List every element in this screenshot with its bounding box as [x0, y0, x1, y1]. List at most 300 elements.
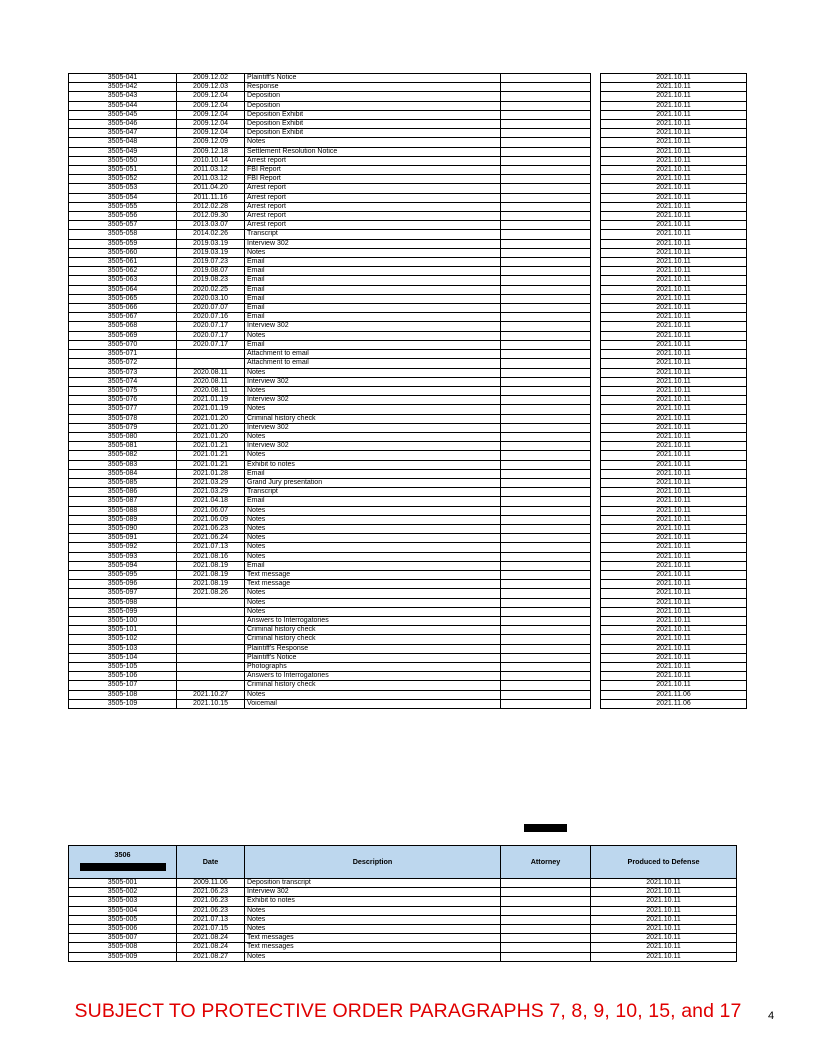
item-attorney: [501, 543, 591, 552]
item-produced: 2021.10.11: [601, 184, 747, 193]
item-description: Criminal history check: [245, 414, 501, 423]
column-gap: [591, 552, 601, 561]
table-row: [69, 350, 747, 359]
column-gap: [591, 92, 601, 101]
item-number: 3505-089: [69, 515, 177, 524]
item-produced: 2021.10.11: [601, 175, 747, 184]
item-description: Deposition transcript: [245, 879, 501, 888]
table-row: [69, 129, 747, 138]
item-produced: 2021.10.11: [591, 952, 737, 961]
table-row: [69, 699, 747, 708]
item-produced: 2021.10.11: [601, 469, 747, 478]
item-date: [177, 598, 245, 607]
item-date: 2021.06.23: [177, 906, 245, 915]
item-description: Interview 302: [245, 322, 501, 331]
table-row: [69, 506, 747, 515]
item-description: Deposition Exhibit: [245, 120, 501, 129]
item-number: 3505-096: [69, 580, 177, 589]
item-description: Arrest report: [245, 212, 501, 221]
item-attorney: [501, 497, 591, 506]
column-gap: [591, 304, 601, 313]
item-produced: 2021.10.11: [601, 552, 747, 561]
item-produced: 2021.10.11: [601, 524, 747, 533]
item-produced: 2021.10.11: [601, 248, 747, 257]
item-number: 3505-086: [69, 488, 177, 497]
item-date: 2011.04.20: [177, 184, 245, 193]
item-number: 3505-043: [69, 92, 177, 101]
item-description: Notes: [245, 405, 501, 414]
item-description: Interview 302: [245, 442, 501, 451]
item-number: 3505-064: [69, 285, 177, 294]
column-gap: [591, 570, 601, 579]
item-number: 3505-076: [69, 396, 177, 405]
table-row: [69, 524, 747, 533]
item-date: 2021.10.27: [177, 690, 245, 699]
item-attorney: [501, 258, 591, 267]
item-produced: 2021.10.11: [601, 92, 747, 101]
item-number: 3505-061: [69, 258, 177, 267]
column-gap: [591, 469, 601, 478]
item-produced: 2021.10.11: [601, 561, 747, 570]
table-row: [69, 304, 747, 313]
item-description: Criminal history check: [245, 635, 501, 644]
table-row: [69, 175, 747, 184]
column-gap: [591, 460, 601, 469]
column-header-attorney: Attorney: [501, 846, 591, 879]
item-date: 2020.07.17: [177, 331, 245, 340]
item-description: Email: [245, 469, 501, 478]
column-gap: [591, 313, 601, 322]
item-attorney: [501, 952, 591, 961]
item-number: 3505-055: [69, 202, 177, 211]
item-number: 3505-002: [69, 888, 177, 897]
item-number: 3505-081: [69, 442, 177, 451]
item-produced: 2021.10.11: [591, 943, 737, 952]
table-row: [69, 294, 747, 303]
item-date: 2021.01.19: [177, 396, 245, 405]
item-attorney: [501, 934, 591, 943]
column-gap: [591, 616, 601, 625]
table-row: [69, 943, 737, 952]
item-number: 3505-085: [69, 478, 177, 487]
item-date: 2021.07.13: [177, 915, 245, 924]
item-number: 3505-008: [69, 943, 177, 952]
item-number: 3505-072: [69, 359, 177, 368]
item-description: Notes: [245, 598, 501, 607]
column-gap: [591, 350, 601, 359]
item-number: 3505-108: [69, 690, 177, 699]
item-attorney: [501, 193, 591, 202]
item-number: 3505-005: [69, 915, 177, 924]
item-date: 2021.01.19: [177, 405, 245, 414]
item-produced: 2021.10.11: [601, 405, 747, 414]
item-date: 2009.12.04: [177, 110, 245, 119]
item-produced: 2021.10.11: [601, 166, 747, 175]
column-gap: [591, 644, 601, 653]
item-number: 3505-058: [69, 230, 177, 239]
item-attorney: [501, 690, 591, 699]
item-description: Interview 302: [245, 239, 501, 248]
item-date: 2011.11.16: [177, 193, 245, 202]
item-number: 3505-003: [69, 897, 177, 906]
item-number: 3505-046: [69, 120, 177, 129]
item-date: [177, 663, 245, 672]
item-produced: 2021.10.11: [601, 396, 747, 405]
item-number: 3505-090: [69, 524, 177, 533]
item-date: 2012.09.30: [177, 212, 245, 221]
item-attorney: [501, 267, 591, 276]
item-description: Notes: [245, 451, 501, 460]
item-date: 2020.07.07: [177, 304, 245, 313]
item-description: Email: [245, 497, 501, 506]
table-row: [69, 377, 747, 386]
item-attorney: [501, 74, 591, 83]
item-produced: 2021.10.11: [601, 635, 747, 644]
column-gap: [591, 129, 601, 138]
item-attorney: [501, 570, 591, 579]
item-number: 3505-004: [69, 906, 177, 915]
item-number: 3505-069: [69, 331, 177, 340]
item-description: Plaintiff's Notice: [245, 653, 501, 662]
item-attorney: [501, 906, 591, 915]
item-produced: 2021.10.11: [601, 432, 747, 441]
item-date: [177, 681, 245, 690]
item-description: Notes: [245, 534, 501, 543]
column-gap: [591, 442, 601, 451]
item-description: Email: [245, 267, 501, 276]
table-row: [69, 460, 747, 469]
item-description: Notes: [245, 506, 501, 515]
item-produced: 2021.10.11: [601, 497, 747, 506]
item-date: 2021.01.20: [177, 414, 245, 423]
item-description: Grand Jury presentation: [245, 478, 501, 487]
item-produced: 2021.10.11: [601, 156, 747, 165]
column-gap: [591, 506, 601, 515]
column-gap: [591, 589, 601, 598]
item-produced: 2021.10.11: [601, 460, 747, 469]
item-number: 3505-105: [69, 663, 177, 672]
item-number: 3505-054: [69, 193, 177, 202]
table-row: [69, 644, 747, 653]
table-row: [69, 616, 747, 625]
item-produced: 2021.10.11: [601, 515, 747, 524]
item-number: 3505-066: [69, 304, 177, 313]
item-number: 3505-092: [69, 543, 177, 552]
item-description: Deposition: [245, 92, 501, 101]
table-row: [69, 561, 747, 570]
item-description: Email: [245, 294, 501, 303]
item-number: 3505-042: [69, 83, 177, 92]
item-date: 2021.07.15: [177, 925, 245, 934]
item-date: 2009.12.04: [177, 101, 245, 110]
column-gap: [591, 598, 601, 607]
item-number: 3505-084: [69, 469, 177, 478]
table-row: [69, 952, 737, 961]
item-number: 3505-073: [69, 368, 177, 377]
column-gap: [591, 322, 601, 331]
item-produced: 2021.10.11: [601, 276, 747, 285]
table-row: [69, 897, 737, 906]
item-number: 3505-057: [69, 221, 177, 230]
item-produced: 2021.10.11: [601, 570, 747, 579]
item-date: 2021.07.13: [177, 543, 245, 552]
item-date: 2009.12.04: [177, 92, 245, 101]
item-attorney: [501, 313, 591, 322]
item-description: Arrest report: [245, 202, 501, 211]
item-date: [177, 635, 245, 644]
item-number: 3505-082: [69, 451, 177, 460]
item-number: 3505-102: [69, 635, 177, 644]
table-row: [69, 879, 737, 888]
table-row: [69, 156, 747, 165]
table-row: [69, 888, 737, 897]
item-number: 3505-056: [69, 212, 177, 221]
item-description: Plaintiff's Notice: [245, 74, 501, 83]
item-date: 2020.08.11: [177, 377, 245, 386]
item-description: Notes: [245, 543, 501, 552]
table-row: [69, 166, 747, 175]
item-description: Notes: [245, 952, 501, 961]
item-description: Notes: [245, 524, 501, 533]
item-produced: 2021.11.06: [601, 699, 747, 708]
column-header-produced: Produced to Defense: [591, 846, 737, 879]
item-produced: 2021.10.11: [601, 83, 747, 92]
table-row: [69, 405, 747, 414]
item-date: [177, 653, 245, 662]
item-date: 2019.08.23: [177, 276, 245, 285]
column-gap: [591, 681, 601, 690]
item-description: Notes: [245, 906, 501, 915]
table-row: [69, 488, 747, 497]
table-row: [69, 396, 747, 405]
item-produced: 2021.10.11: [601, 120, 747, 129]
item-date: 2021.08.24: [177, 943, 245, 952]
item-attorney: [501, 888, 591, 897]
item-date: [177, 359, 245, 368]
page-number: 4: [768, 1010, 775, 1022]
item-produced: 2021.11.06: [601, 690, 747, 699]
item-attorney: [501, 635, 591, 644]
column-gap: [591, 166, 601, 175]
item-attorney: [501, 405, 591, 414]
item-description: Notes: [245, 138, 501, 147]
column-gap: [591, 386, 601, 395]
item-description: Email: [245, 340, 501, 349]
item-number: 3505-007: [69, 934, 177, 943]
item-attorney: [501, 644, 591, 653]
item-description: Notes: [245, 386, 501, 395]
item-number: 3505-044: [69, 101, 177, 110]
item-number: 3505-074: [69, 377, 177, 386]
item-description: Email: [245, 258, 501, 267]
table-row: [69, 83, 747, 92]
item-description: FBI Report: [245, 166, 501, 175]
item-attorney: [501, 368, 591, 377]
item-date: [177, 350, 245, 359]
item-attorney: [501, 221, 591, 230]
item-number: 3505-001: [69, 879, 177, 888]
item-attorney: [501, 138, 591, 147]
item-attorney: [501, 515, 591, 524]
item-produced: 2021.10.11: [601, 313, 747, 322]
column-gap: [591, 690, 601, 699]
table-row: [69, 635, 747, 644]
item-number: 3505-094: [69, 561, 177, 570]
column-gap: [591, 175, 601, 184]
column-gap: [591, 377, 601, 386]
item-description: Email: [245, 276, 501, 285]
item-date: [177, 644, 245, 653]
table-row: [69, 589, 747, 598]
item-number: 3505-080: [69, 432, 177, 441]
item-date: 2021.01.20: [177, 432, 245, 441]
table-row: [69, 442, 747, 451]
item-date: 2021.06.09: [177, 515, 245, 524]
item-description: Notes: [245, 432, 501, 441]
item-attorney: [501, 285, 591, 294]
item-number: 3505-047: [69, 129, 177, 138]
item-attorney: [501, 915, 591, 924]
item-number: 3505-093: [69, 552, 177, 561]
item-attorney: [501, 442, 591, 451]
column-gap: [591, 635, 601, 644]
item-description: Text message: [245, 580, 501, 589]
item-attorney: [501, 423, 591, 432]
item-attorney: [501, 589, 591, 598]
column-gap: [591, 294, 601, 303]
item-attorney: [501, 653, 591, 662]
table-row: [69, 331, 747, 340]
item-date: 2009.12.18: [177, 147, 245, 156]
table-row: [69, 598, 747, 607]
item-produced: 2021.10.11: [601, 653, 747, 662]
table-row: [69, 120, 747, 129]
item-attorney: [501, 248, 591, 257]
table-row: [69, 515, 747, 524]
item-produced: 2021.10.11: [601, 350, 747, 359]
item-date: 2009.12.04: [177, 120, 245, 129]
table-row: [69, 313, 747, 322]
item-attorney: [501, 92, 591, 101]
item-produced: 2021.10.11: [591, 925, 737, 934]
item-produced: 2021.10.11: [601, 506, 747, 515]
item-date: 2020.07.17: [177, 322, 245, 331]
item-produced: 2021.10.11: [601, 543, 747, 552]
item-number: 3505-060: [69, 248, 177, 257]
item-number: 3505-052: [69, 175, 177, 184]
column-gap: [591, 221, 601, 230]
column-gap: [591, 202, 601, 211]
item-produced: 2021.10.11: [601, 294, 747, 303]
column-gap: [591, 580, 601, 589]
item-attorney: [501, 147, 591, 156]
item-description: Deposition Exhibit: [245, 110, 501, 119]
table-row: [69, 110, 747, 119]
item-date: 2021.06.07: [177, 506, 245, 515]
item-produced: 2021.10.11: [601, 598, 747, 607]
item-attorney: [501, 386, 591, 395]
item-attorney: [501, 506, 591, 515]
item-produced: 2021.10.11: [601, 359, 747, 368]
item-description: Deposition: [245, 101, 501, 110]
item-produced: 2021.10.11: [601, 193, 747, 202]
column-gap: [591, 331, 601, 340]
item-produced: 2021.10.11: [591, 897, 737, 906]
item-description: Notes: [245, 690, 501, 699]
column-gap: [591, 543, 601, 552]
item-number: 3505-063: [69, 276, 177, 285]
item-attorney: [501, 460, 591, 469]
item-date: 2019.03.19: [177, 239, 245, 248]
table-row: [69, 368, 747, 377]
item-description: Attachment to email: [245, 350, 501, 359]
item-number: 3505-088: [69, 506, 177, 515]
table-row: [69, 915, 737, 924]
column-gap: [591, 193, 601, 202]
table-row: [69, 386, 747, 395]
table-row: [69, 663, 747, 672]
item-date: 2021.01.21: [177, 451, 245, 460]
item-attorney: [501, 943, 591, 952]
table-row: [69, 212, 747, 221]
item-number: 3505-109: [69, 699, 177, 708]
table-row: [69, 934, 737, 943]
item-description: Answers to Interrogatories: [245, 672, 501, 681]
item-attorney: [501, 607, 591, 616]
item-date: 2021.08.24: [177, 934, 245, 943]
item-date: 2021.01.20: [177, 423, 245, 432]
item-produced: 2021.10.11: [601, 386, 747, 395]
table-row: [69, 423, 747, 432]
item-attorney: [501, 396, 591, 405]
column-gap: [591, 451, 601, 460]
item-attorney: [501, 166, 591, 175]
column-gap: [591, 101, 601, 110]
item-date: 2019.07.23: [177, 258, 245, 267]
table-row: [69, 925, 737, 934]
item-description: Criminal history check: [245, 626, 501, 635]
table-row: [69, 359, 747, 368]
column-gap: [591, 276, 601, 285]
item-description: Exhibit to notes: [245, 897, 501, 906]
column-gap: [591, 147, 601, 156]
item-attorney: [501, 524, 591, 533]
item-produced: 2021.10.11: [591, 934, 737, 943]
item-produced: 2021.10.11: [601, 74, 747, 83]
item-description: Notes: [245, 248, 501, 257]
item-produced: 2021.10.11: [601, 580, 747, 589]
item-produced: 2021.10.11: [601, 304, 747, 313]
column-gap: [591, 120, 601, 129]
item-produced: 2021.10.11: [601, 663, 747, 672]
column-gap: [591, 340, 601, 349]
item-date: 2021.06.24: [177, 534, 245, 543]
column-gap: [591, 515, 601, 524]
table-row: [69, 672, 747, 681]
table-row: [69, 552, 747, 561]
table-row: [69, 248, 747, 257]
table-row: [69, 267, 747, 276]
item-description: Notes: [245, 368, 501, 377]
table-row: [69, 147, 747, 156]
item-attorney: [501, 552, 591, 561]
item-number: 3505-103: [69, 644, 177, 653]
column-gap: [591, 414, 601, 423]
column-gap: [591, 368, 601, 377]
item-description: Voicemail: [245, 699, 501, 708]
item-number: 3505-067: [69, 313, 177, 322]
item-date: 2019.03.19: [177, 248, 245, 257]
